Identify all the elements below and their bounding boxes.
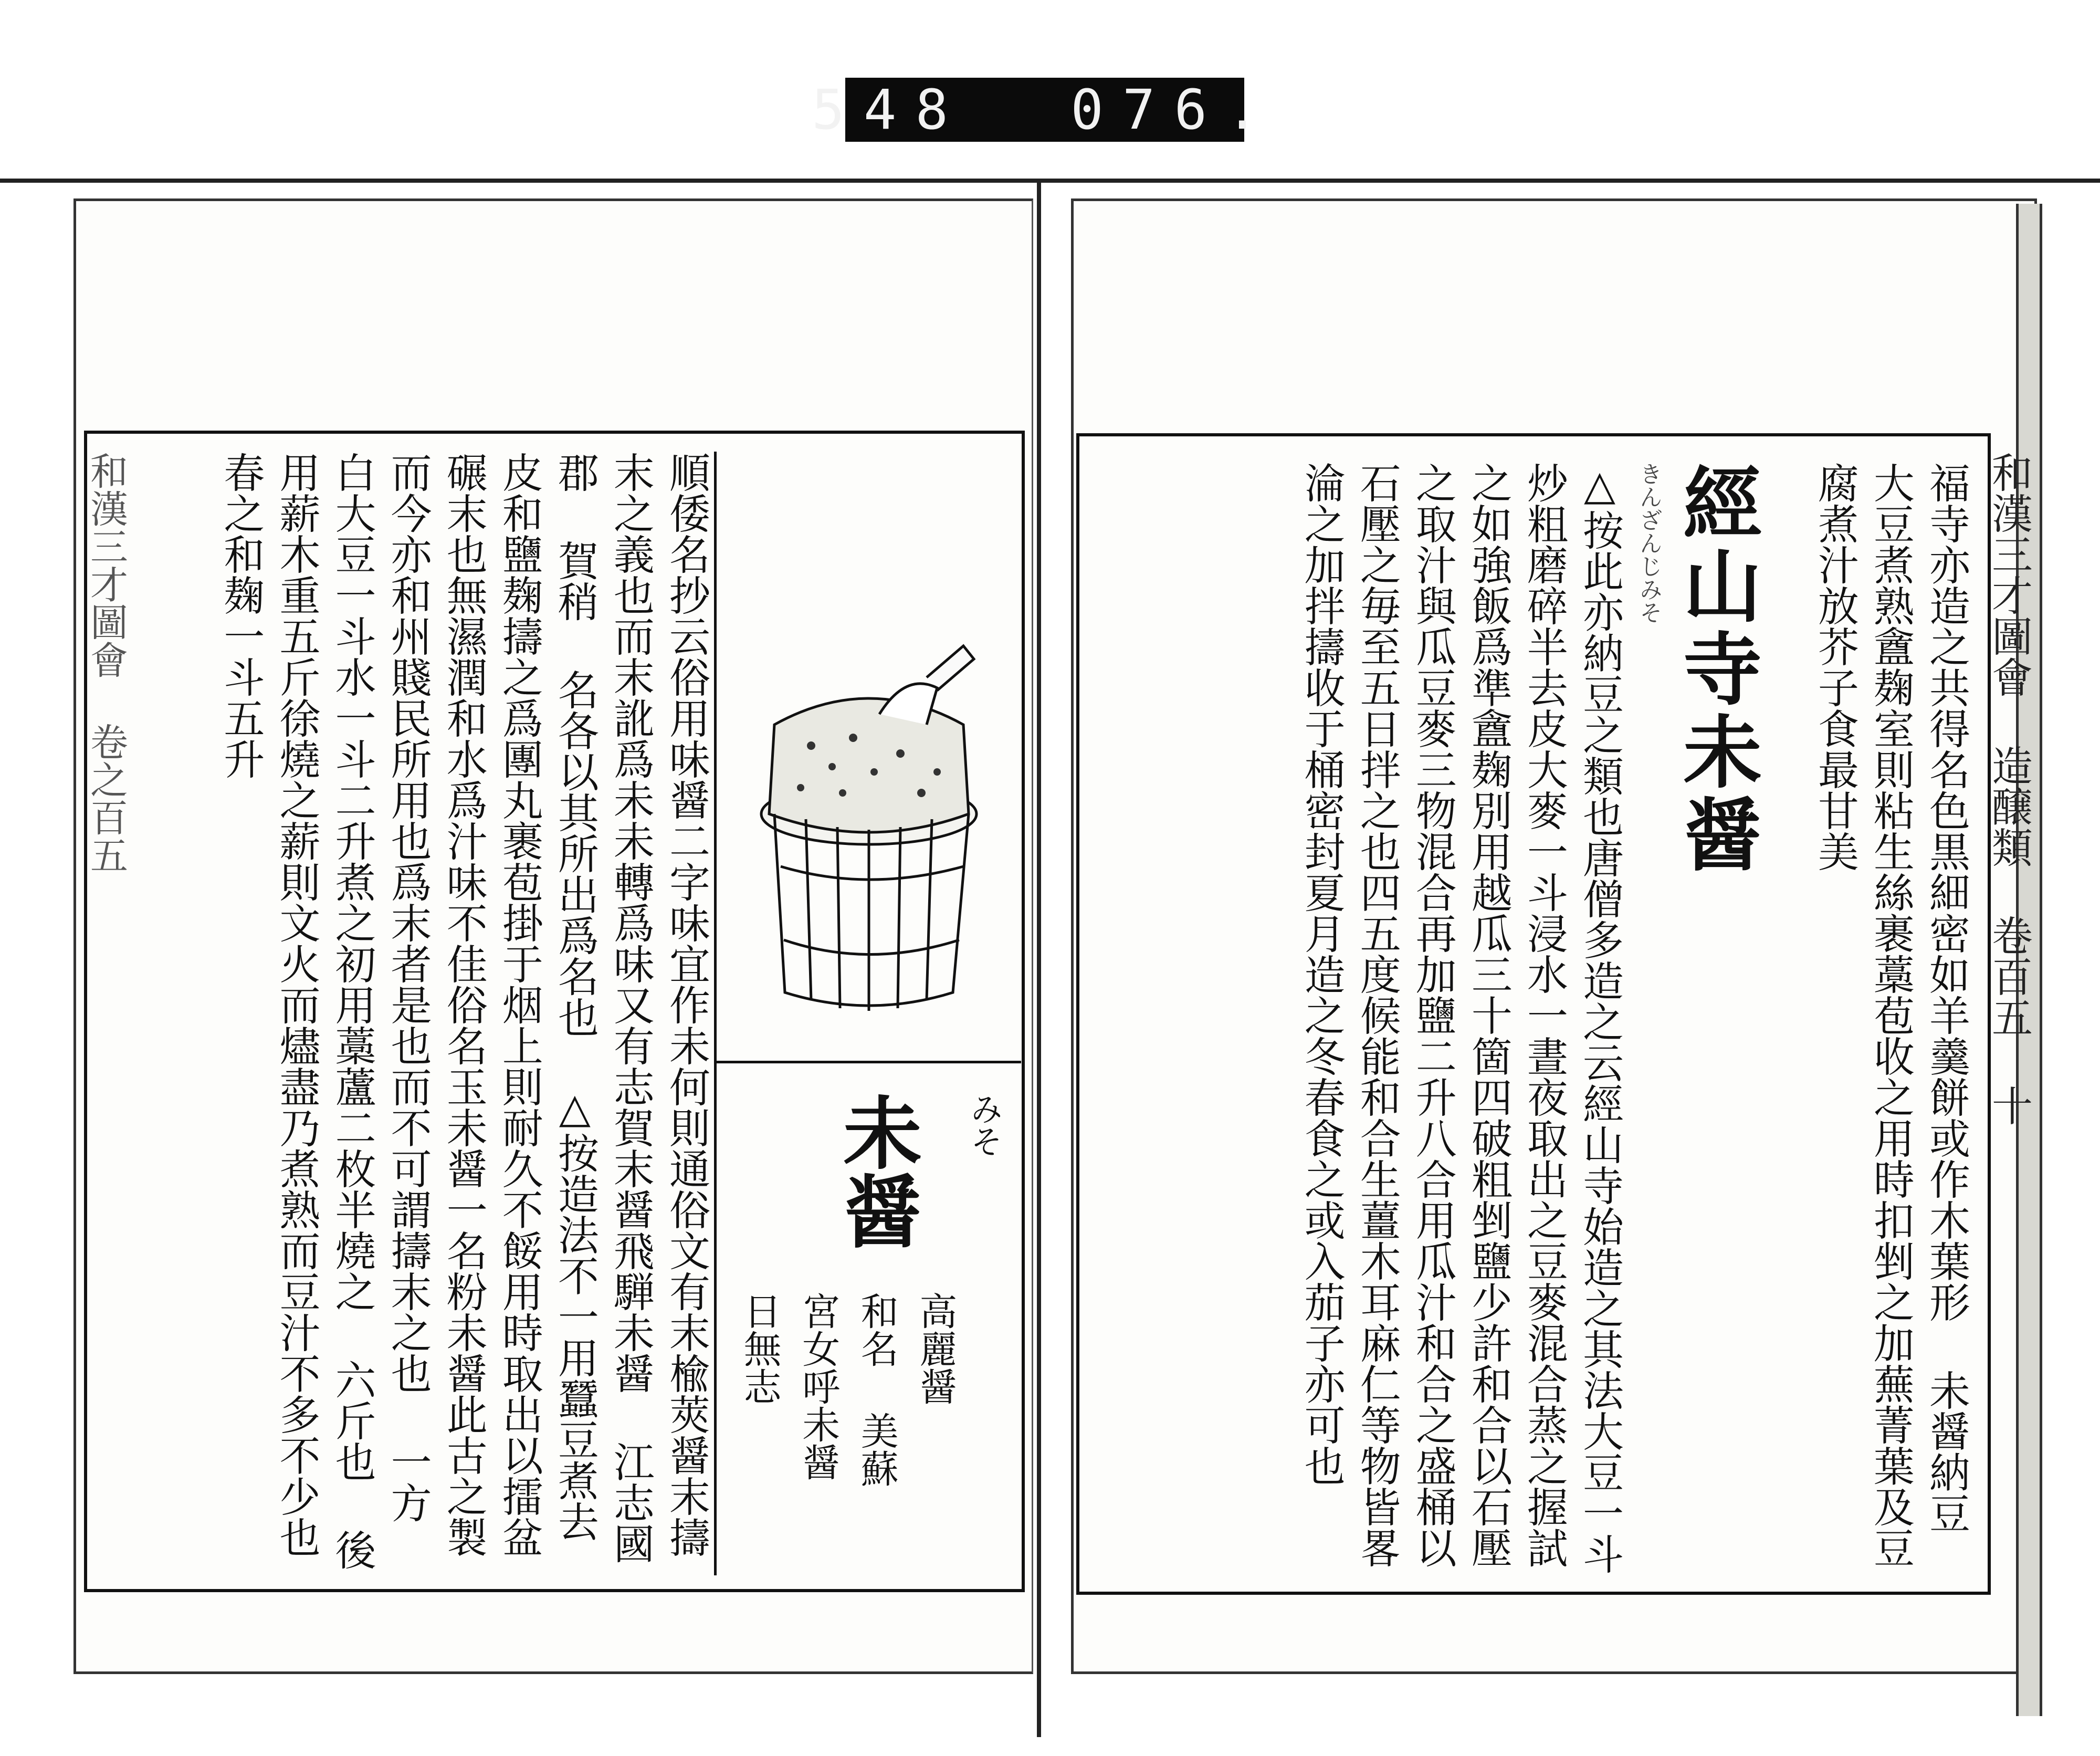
left-margin-header: 和漢三才圖會 卷之百五 (84, 452, 128, 874)
caption-line: 宮女呼未醤 (796, 1292, 841, 1481)
archive-label: 548 076. (812, 78, 1278, 142)
right-body-text: △按此亦納豆之類也唐僧多造之云經山寺始造之其法大豆一斗炒粗磨碎半去皮大麥一斗浸水一晝夜取出之豆麥混合蒸之握試之如強飯爲準盦麹別用越瓜三十箇四破粗剉鹽少許和合以石壓之取汁與瓜豆麥三物混合再加鹽二升八合用瓜汁和合之盛桶以石壓之毎至五日拌之也四五度候能和合生薑木耳麻仁等物皆畧淪之加拌擣收于桶密封夏月造之冬春食之或入茄子亦可也 (1297, 462, 1623, 1574)
miso-tub-illustration (717, 452, 1021, 1061)
left-body-text: 順倭名抄云俗用味醤二字味宜作未何則通俗文有末楡莢醤末擣末之義也而末訛爲未未轉爲味又有志賀末醤飛騨未醤 江志國郡 賀稍 名各以其所出爲名也 △按造法不一用蠶豆煮去皮和鹽麹擣之爲團丸裹苞掛于烟上則耐久不餒用時取出以擂盆碾末也無濕潤和水爲汁味不佳俗名玉未醤一名粉未醤此古之製而今亦和州賤民所用也爲末者是也而不可謂擣末之也 一方 白大豆一斗水一斗二升煮之初用藁蘆二枚半燒之 六斤也 後用薪木重五斤徐燒之薪則文火而燼盡乃煮熟而豆汁不多不少也春之和麹一斗五升 (217, 452, 710, 1570)
caption-title: 未醤 (830, 1092, 922, 1250)
section-title: 經山寺未醤 (1670, 462, 1762, 877)
caption-line: 日無志 (737, 1292, 782, 1405)
section-title-furigana: きんざんじみそ (1635, 462, 1662, 624)
right-margin-header: 和漢三才圖會 造醸類 卷百五 十 (1985, 452, 2032, 1126)
archive-label-bar (812, 78, 1278, 142)
caption-lines (730, 1292, 964, 1565)
illustration-box (714, 452, 1021, 1063)
caption-line: 和名 美蘇 (854, 1292, 899, 1487)
spine (1037, 183, 1041, 1737)
right-intro-text: 福寺亦造之共得名色黒細密如羊羹餅或作木葉形 未醤納豆 大豆煮熟盦麹室則粘生絲裹藁苞收之用時扣剉之加蕪菁葉及豆腐煮汁放芥子食最甘美 (1811, 462, 1970, 1568)
caption-furigana: みそ (965, 1092, 1003, 1157)
caption-line: 高麗醤 (913, 1292, 958, 1405)
